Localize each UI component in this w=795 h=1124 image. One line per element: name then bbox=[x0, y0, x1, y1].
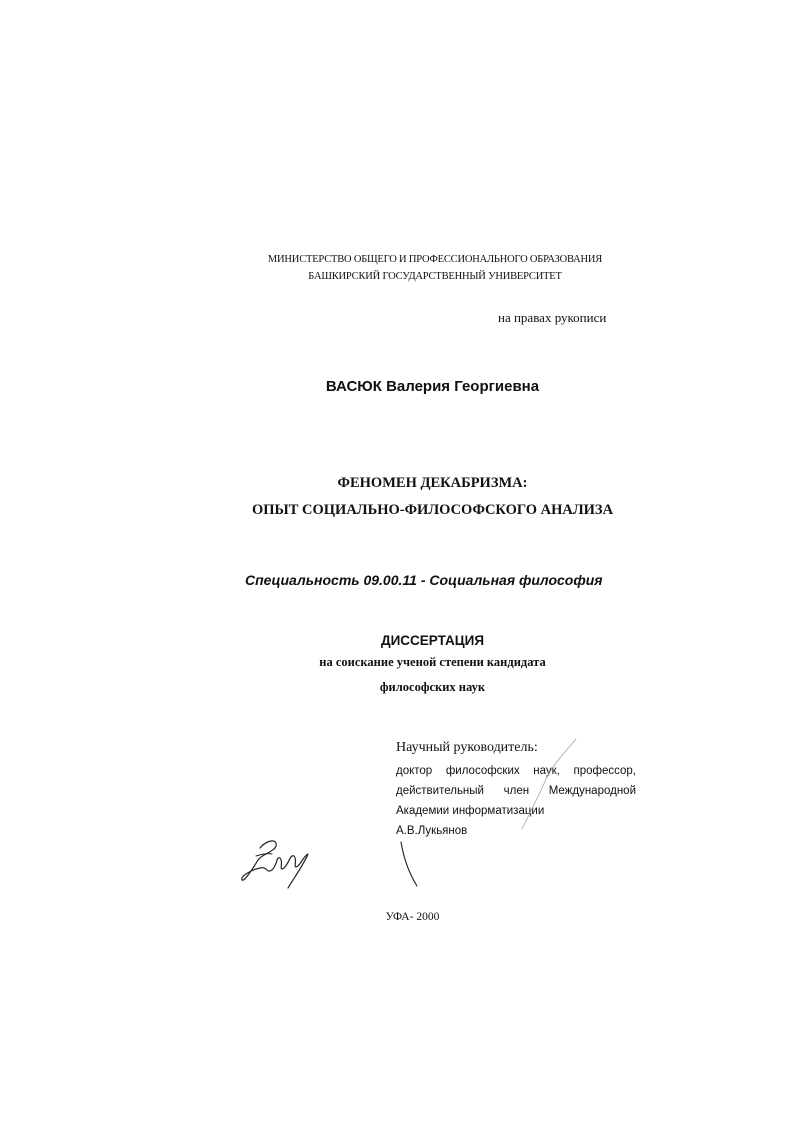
city-year: УФА- 2000 bbox=[385, 911, 440, 923]
supervisor-name: А.В.Лукьянов bbox=[396, 825, 468, 837]
specialty-line: Специальность 09.00.11 - Социальная философия bbox=[245, 572, 603, 588]
pen-scribble-mark bbox=[510, 735, 580, 835]
title-line-1: ФЕНОМЕН ДЕКАБРИЗМА: bbox=[337, 475, 528, 491]
author-name: ВАСЮК Валерия Георгиевна bbox=[325, 378, 540, 395]
supervisor-line-2: действительный член Международной bbox=[396, 785, 636, 797]
dissertation-title bbox=[0, 470, 795, 524]
degree-line-1: на соискание ученой степени кандидата bbox=[319, 655, 546, 669]
dissertation-degree bbox=[0, 650, 795, 700]
dissertation-label: ДИССЕРТАЦИЯ bbox=[380, 633, 485, 648]
title-line-2: ОПЫТ СОЦИАЛЬНО-ФИЛОСОФСКОГО АНАЛИЗА bbox=[251, 502, 614, 518]
supervisor-line-1: доктор философских наук, профессор, bbox=[396, 765, 636, 777]
handwritten-signature bbox=[238, 830, 318, 892]
manuscript-note: на правах рукописи bbox=[498, 310, 607, 325]
pen-stroke-mark bbox=[395, 840, 425, 890]
degree-line-2: философских наук bbox=[379, 680, 486, 694]
supervisor-lead: Научный руководитель: bbox=[396, 740, 538, 755]
document-header bbox=[0, 251, 795, 285]
ministry-name: МИНИСТЕРСТВО ОБЩЕГО И ПРОФЕССИОНАЛЬНОГО ОБРАЗОВАНИЯ bbox=[267, 254, 603, 265]
supervisor-line-3: Академии информатизации bbox=[396, 805, 545, 817]
university-name: БАШКИРСКИЙ ГОСУДАРСТВЕННЫЙ УНИВЕРСИТЕТ bbox=[308, 271, 562, 282]
